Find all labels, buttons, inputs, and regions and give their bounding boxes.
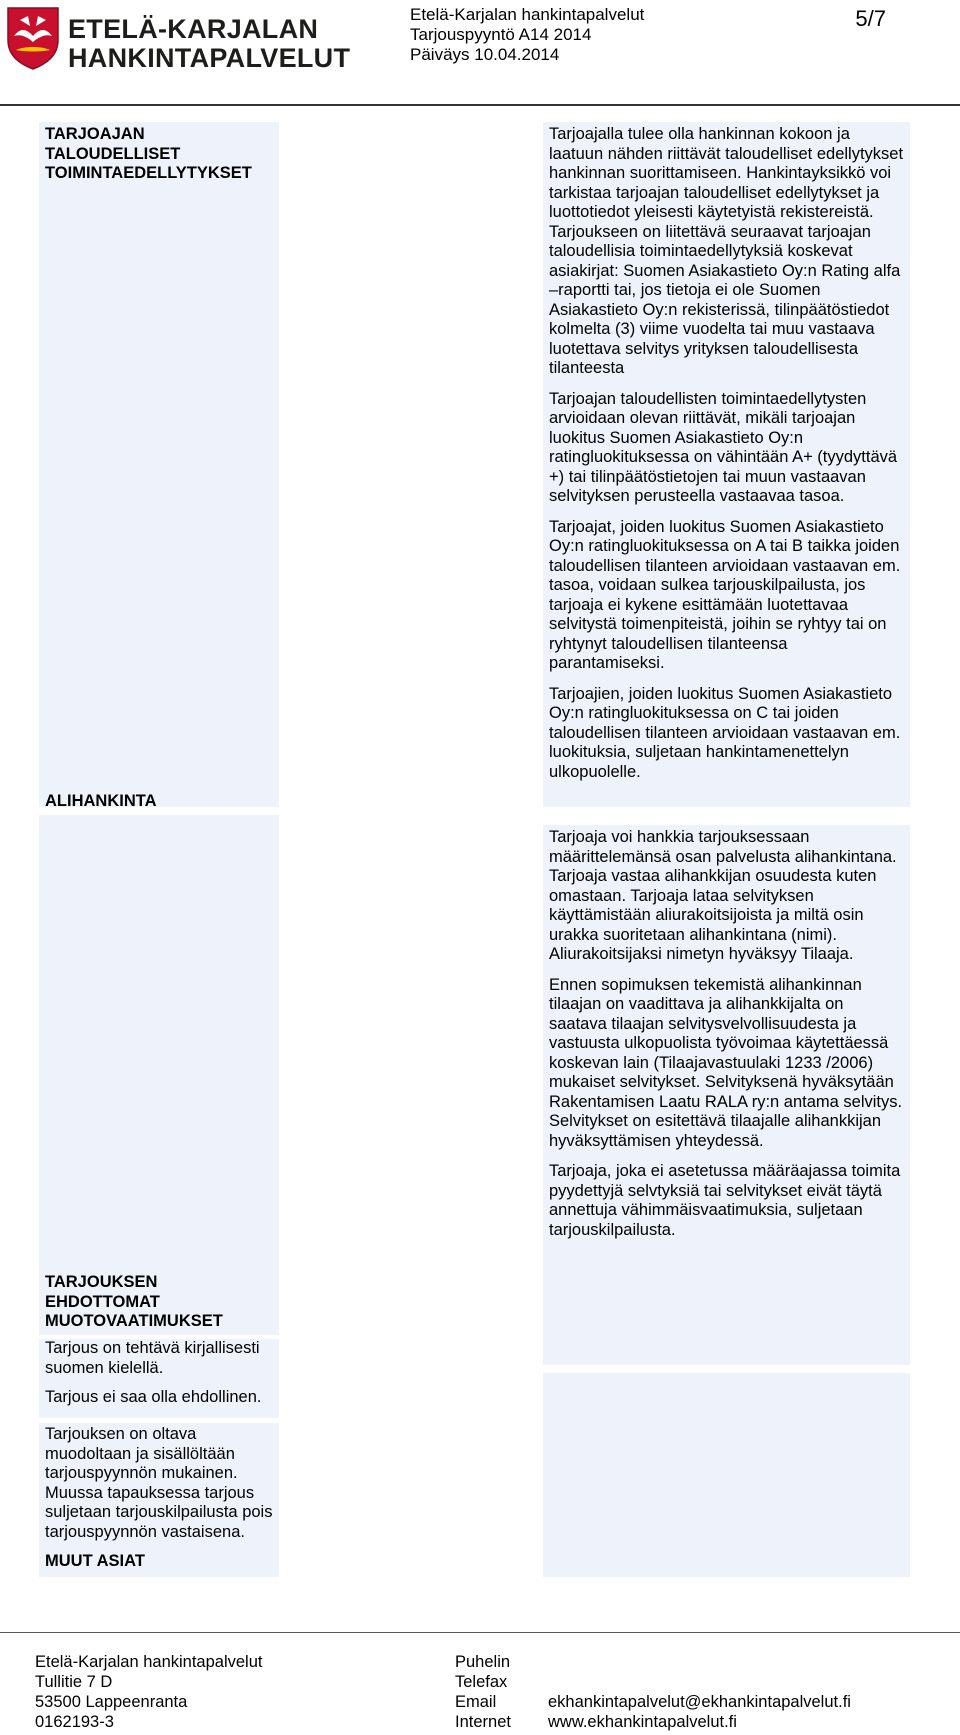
- ali-spacer-cell: [39, 815, 279, 1335]
- talous-para-3: Tarjoajat, joiden luokitus Suomen Asiakastieto Oy:n ratingluokituksessa on A tai B taikka joiden taloudellisen tilanteen arvioidaan vastaavan em. tasoa, voidaan sulkea tarjouskilpailusta, jos tarjoaja ei kykene esittämään luotettavaa selvitystä toimenpiteistä, joihin se ryhtyy tai on ryhtynyt taloudellisen tilanteensa parantamiseksi.: [549, 517, 901, 672]
- footer-city: 53500 Lappeenranta: [35, 1693, 188, 1711]
- footer-contact-labels: [455, 1652, 511, 1732]
- footer-business-id: 0162193-3: [35, 1713, 114, 1731]
- muut-label: MUUT ASIAT: [45, 1552, 145, 1570]
- ehdot-label: TARJOUKSEN EHDOTTOMAT MUOTOVAATIMUKSET: [45, 1273, 223, 1330]
- ali-para-1: Tarjoaja voi hankkia tarjouksessaan määrittelemänsä osan palvelusta alihankintana. Tarjoaja vastaa alihankkijan osuudesta kuten omastaan. Tarjoaja lataa selvityksen käyttämistään aliurakoitsijoista ja miltä osin urakka suoritetaan alihankintana (nimi). Aliurakoitsijaksi nimetyn hyväksyy Tilaaja.: [549, 828, 897, 963]
- header-date: Päiväys 10.04.2014: [410, 45, 560, 64]
- talous-label-cell: [39, 122, 279, 810]
- ali-label: ALIHANKINTA: [45, 792, 157, 810]
- talous-para-4: Tarjoajien, joiden luokitus Suomen Asiakastieto Oy:n ratingluokituksessa on C tai joiden taloudellisen tilanteen arvioidaan vastaavan em. luokituksia, suljetaan hankintamenettelyn ulkopuolelle.: [549, 684, 901, 781]
- logo: [6, 6, 351, 73]
- footer-fax-label: Telefax: [455, 1673, 508, 1691]
- ehdot-para-1: Tarjous on tehtävä kirjallisesti suomen kielellä.: [45, 1339, 260, 1377]
- ehdot-para-3: Tarjouksen on oltava muodoltaan ja sisällöltään tarjouspyynnön mukainen. Muussa tapauksessa tarjous suljetaan tarjouskilpailusta pois tarjouspyynnön vastaisena.: [45, 1425, 273, 1541]
- talous-label: TARJOAJAN TALOUDELLISET TOIMINTAEDELLYTYKSET: [45, 125, 252, 182]
- footer-email-label: Email: [455, 1693, 497, 1711]
- ehdot-p3-cell: [39, 1423, 279, 1547]
- footer-rule: [0, 1632, 960, 1633]
- footer-address: [35, 1652, 262, 1732]
- ehdot-para-2: Tarjous ei saa olla ehdollinen.: [45, 1388, 262, 1406]
- talous-para-1: Tarjoajalla tulee olla hankinnan kokoon ja laatuun nähden riittävät taloudelliset edellytykset hankinnan suorittamiseen. Hankintayksikkö voi tarkistaa tarjoajan taloudelliset edellytykset ja luottotiedot yleisesti käytetyistä rekistereistä. Tarjoukseen on liitettävä seuraavat tarjoajan taloudellisia toimintaedellytyksiä koskevat asiakirjat: Suomen Asiakastieto Oy:n Rating alfa –raportti tai, jos tietoja ei ole Suomen Asiakastieto Oy:n rekisterissä, tilinpäätöstiedot kolmelta (3) viime vuodelta tai muu vastaava luotettava selvitys yrityksen taloudellisesta tilanteesta: [549, 125, 904, 377]
- logo-text: [68, 15, 350, 73]
- footer-web-link[interactable]: www.ekhankintapalvelut.fi: [548, 1713, 737, 1731]
- footer-web-label: Internet: [455, 1713, 511, 1731]
- ehdot-label-cell: [39, 1273, 279, 1331]
- footer-email-link[interactable]: ekhankintapalvelut@ekhankintapalvelut.fi: [548, 1693, 851, 1711]
- header-org: Etelä-Karjalan hankintapalvelut: [410, 5, 645, 24]
- header-doc: Tarjouspyyntö A14 2014: [410, 25, 592, 44]
- footer-org: Etelä-Karjalan hankintapalvelut: [35, 1653, 263, 1671]
- talous-para-2: Tarjoajan taloudellisten toimintaedellytysten arvioidaan olevan riittävät, mikäli tarjoajan luokitus Suomen Asiakastieto Oy:n ratingluokituksessa on vähintään A+ (tyydyttävä +) tai tilinpäätöstietojen tai muun vastaavan selvityksen perusteella vastaavaa tasoa.: [549, 389, 898, 505]
- logo-line-2: HANKINTAPALVELUT: [68, 43, 351, 73]
- ali-content-cell: [543, 825, 910, 1365]
- footer-phone-label: Puhelin: [455, 1653, 511, 1671]
- ehdot-p1-cell: [39, 1339, 279, 1395]
- muut-label-cell: [39, 1547, 279, 1577]
- page-header: [0, 0, 960, 106]
- header-rule: [0, 104, 960, 106]
- talous-content-cell: [543, 122, 910, 807]
- footer-contact-values: [548, 1652, 851, 1732]
- ali-para-2: Ennen sopimuksen tekemistä alihankinnan tilaajan on vaadittava ja alihankkijalta on saatava tilaajan selvitysvelvollisuudesta ja vastuusta ulkopuolista työvoimaa käytettäessä koskevan lain (Tilaajavastuulaki 1233 /2006) mukaiset selvitykset. Selvityksenä hyväksytään Rakentamisen Laatu RALA ry:n antama selvitys. Selvitykset on esitettävä tilaajalle alihankkijan hyväksyttämisen yhteydessä.: [549, 975, 903, 1150]
- ehdot-p2-cell: [39, 1388, 279, 1418]
- ehdot-content-cell: [543, 1373, 910, 1577]
- ali-para-3: Tarjoaja, joka ei asetetussa määräajassa toimita pyydettyjä selvtyksiä tai selvitykset eivät täytä annettuja vähimmäisvaatimuksia, suljetaan tarjouskilpailusta.: [549, 1162, 901, 1239]
- logo-line-1: ETELÄ-KARJALAN: [68, 14, 319, 44]
- footer-street: Tullitie 7 D: [35, 1673, 113, 1691]
- coat-of-arms-icon: [6, 6, 60, 70]
- page-number: 5/7: [855, 6, 886, 31]
- header-info: [410, 5, 644, 65]
